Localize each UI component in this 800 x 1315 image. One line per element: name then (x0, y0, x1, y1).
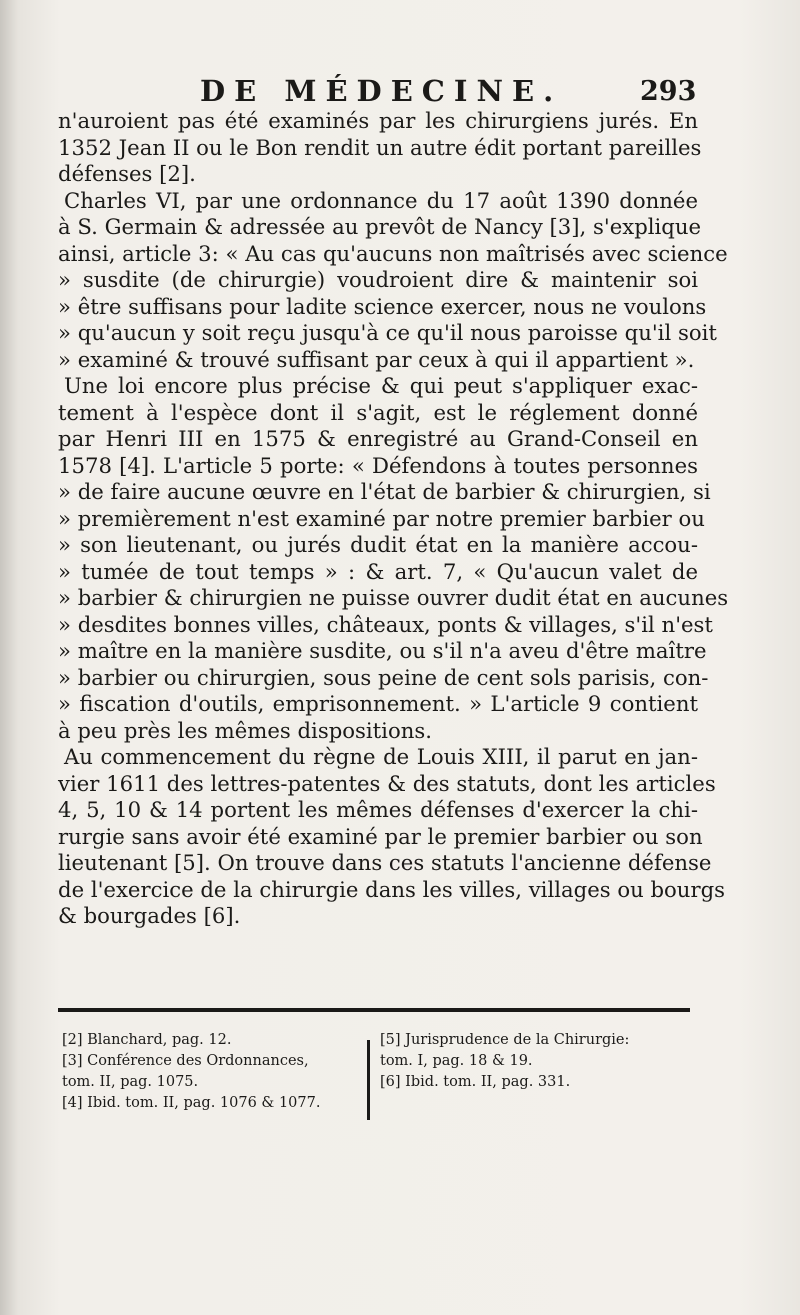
text-line: » fiscation d'outils, emprisonnement. » L'article 9 contient (58, 691, 698, 716)
footnote-line: tom. I, pag. 18 & 19. (380, 1053, 533, 1069)
text-line: vier 1611 des lettres-patentes & des statuts, dont les articles (58, 770, 716, 796)
text-line: » desdites bonnes villes, châteaux, ponts & villages, s'il n'est (58, 611, 713, 637)
text-line: à peu près les mêmes dispositions. (58, 717, 432, 743)
text-line: 4, 5, 10 & 14 portent les mêmes défenses d'exercer la chi- (58, 797, 698, 822)
footnote-line: tom. II, pag. 1075. (62, 1074, 199, 1090)
text-line: » tumée de tout temps » : & art. 7, « Qu'aucun valet de (58, 558, 698, 584)
text-line: » qu'aucun y soit reçu jusqu'à ce qu'il nous paroisse qu'il soit (58, 320, 717, 345)
text-line: 1578 [4]. L'article 5 porte: « Défendons à toutes personnes (58, 452, 698, 478)
text-line: & bourgades [6]. (58, 903, 241, 928)
footnote-line: [2] Blanchard, pag. 12. (62, 1032, 232, 1048)
text-line: défenses [2]. (58, 161, 196, 186)
running-title: DE MÉDECINE. (200, 74, 563, 108)
text-line: Une loi encore plus précise & qui peut s'appliquer exac- (64, 373, 698, 398)
page-number: 293 (640, 76, 697, 107)
text-line: » barbier & chirurgien ne puisse ouvrer dudit état en aucunes (58, 585, 729, 610)
text-line: rurgie sans avoir été examiné par le premier barbier ou son (58, 823, 703, 849)
footnote-line: [5] Jurisprudence de la Chirurgie: (380, 1032, 630, 1048)
text-line: n'auroient pas été examinés par les chirurgiens jurés. En (58, 108, 698, 133)
footnote-line: [4] Ibid. tom. II, pag. 1076 & 1077. (62, 1095, 321, 1111)
text-line: » de faire aucune œuvre en l'état de barbier & chirurgien, si (58, 479, 711, 504)
text-line: Au commencement du règne de Louis XIII, il parut en jan- (64, 744, 698, 769)
text-line: tement à l'espèce dont il s'agit, est le réglement donné (58, 399, 698, 425)
text-line: » examiné & trouvé suffisant par ceux à qui il appartient ». (58, 346, 695, 372)
footnote-rule (58, 1008, 690, 1012)
text-line: Charles VI, par une ordonnance du 17 août 1390 donnée (64, 187, 698, 213)
text-line: lieutenant [5]. On trouve dans ces statuts l'ancienne défense (58, 850, 712, 875)
text-line: » son lieutenant, ou jurés dudit état en la manière accou- (58, 532, 698, 557)
text-line: à S. Germain & adressée au prevôt de Nancy [3], s'explique (58, 214, 702, 239)
text-line: ainsi, article 3: « Au cas qu'aucuns non maîtrisés avec science (58, 240, 728, 266)
text-line: » être suffisans pour ladite science exercer, nous ne voulons (58, 293, 707, 319)
text-line: de l'exercice de la chirurgie dans les villes, villages ou bourgs (58, 876, 726, 902)
footnote-line: [6] Ibid. tom. II, pag. 331. (380, 1074, 571, 1090)
text-line: » premièrement n'est examiné par notre premier barbier ou (58, 505, 705, 531)
text-line: » susdite (de chirurgie) voudroient dire & maintenir soi (58, 267, 698, 292)
footnote-column-divider (367, 1040, 370, 1120)
footnote-line: [3] Conférence des Ordonnances, (62, 1053, 309, 1069)
text-line: » barbier ou chirurgien, sous peine de cent sols parisis, con- (58, 664, 709, 690)
body-text (58, 108, 729, 930)
footnotes-left (62, 1030, 362, 1114)
text-line: par Henri III en 1575 & enregistré au Grand-Conseil en (58, 426, 698, 451)
page-header (0, 72, 800, 112)
footnotes-right (380, 1030, 700, 1093)
text-line: » maître en la manière susdite, ou s'il n'a aveu d'être maître (58, 638, 707, 663)
text-line: 1352 Jean II ou le Bon rendit un autre édit portant pareilles (58, 134, 702, 160)
